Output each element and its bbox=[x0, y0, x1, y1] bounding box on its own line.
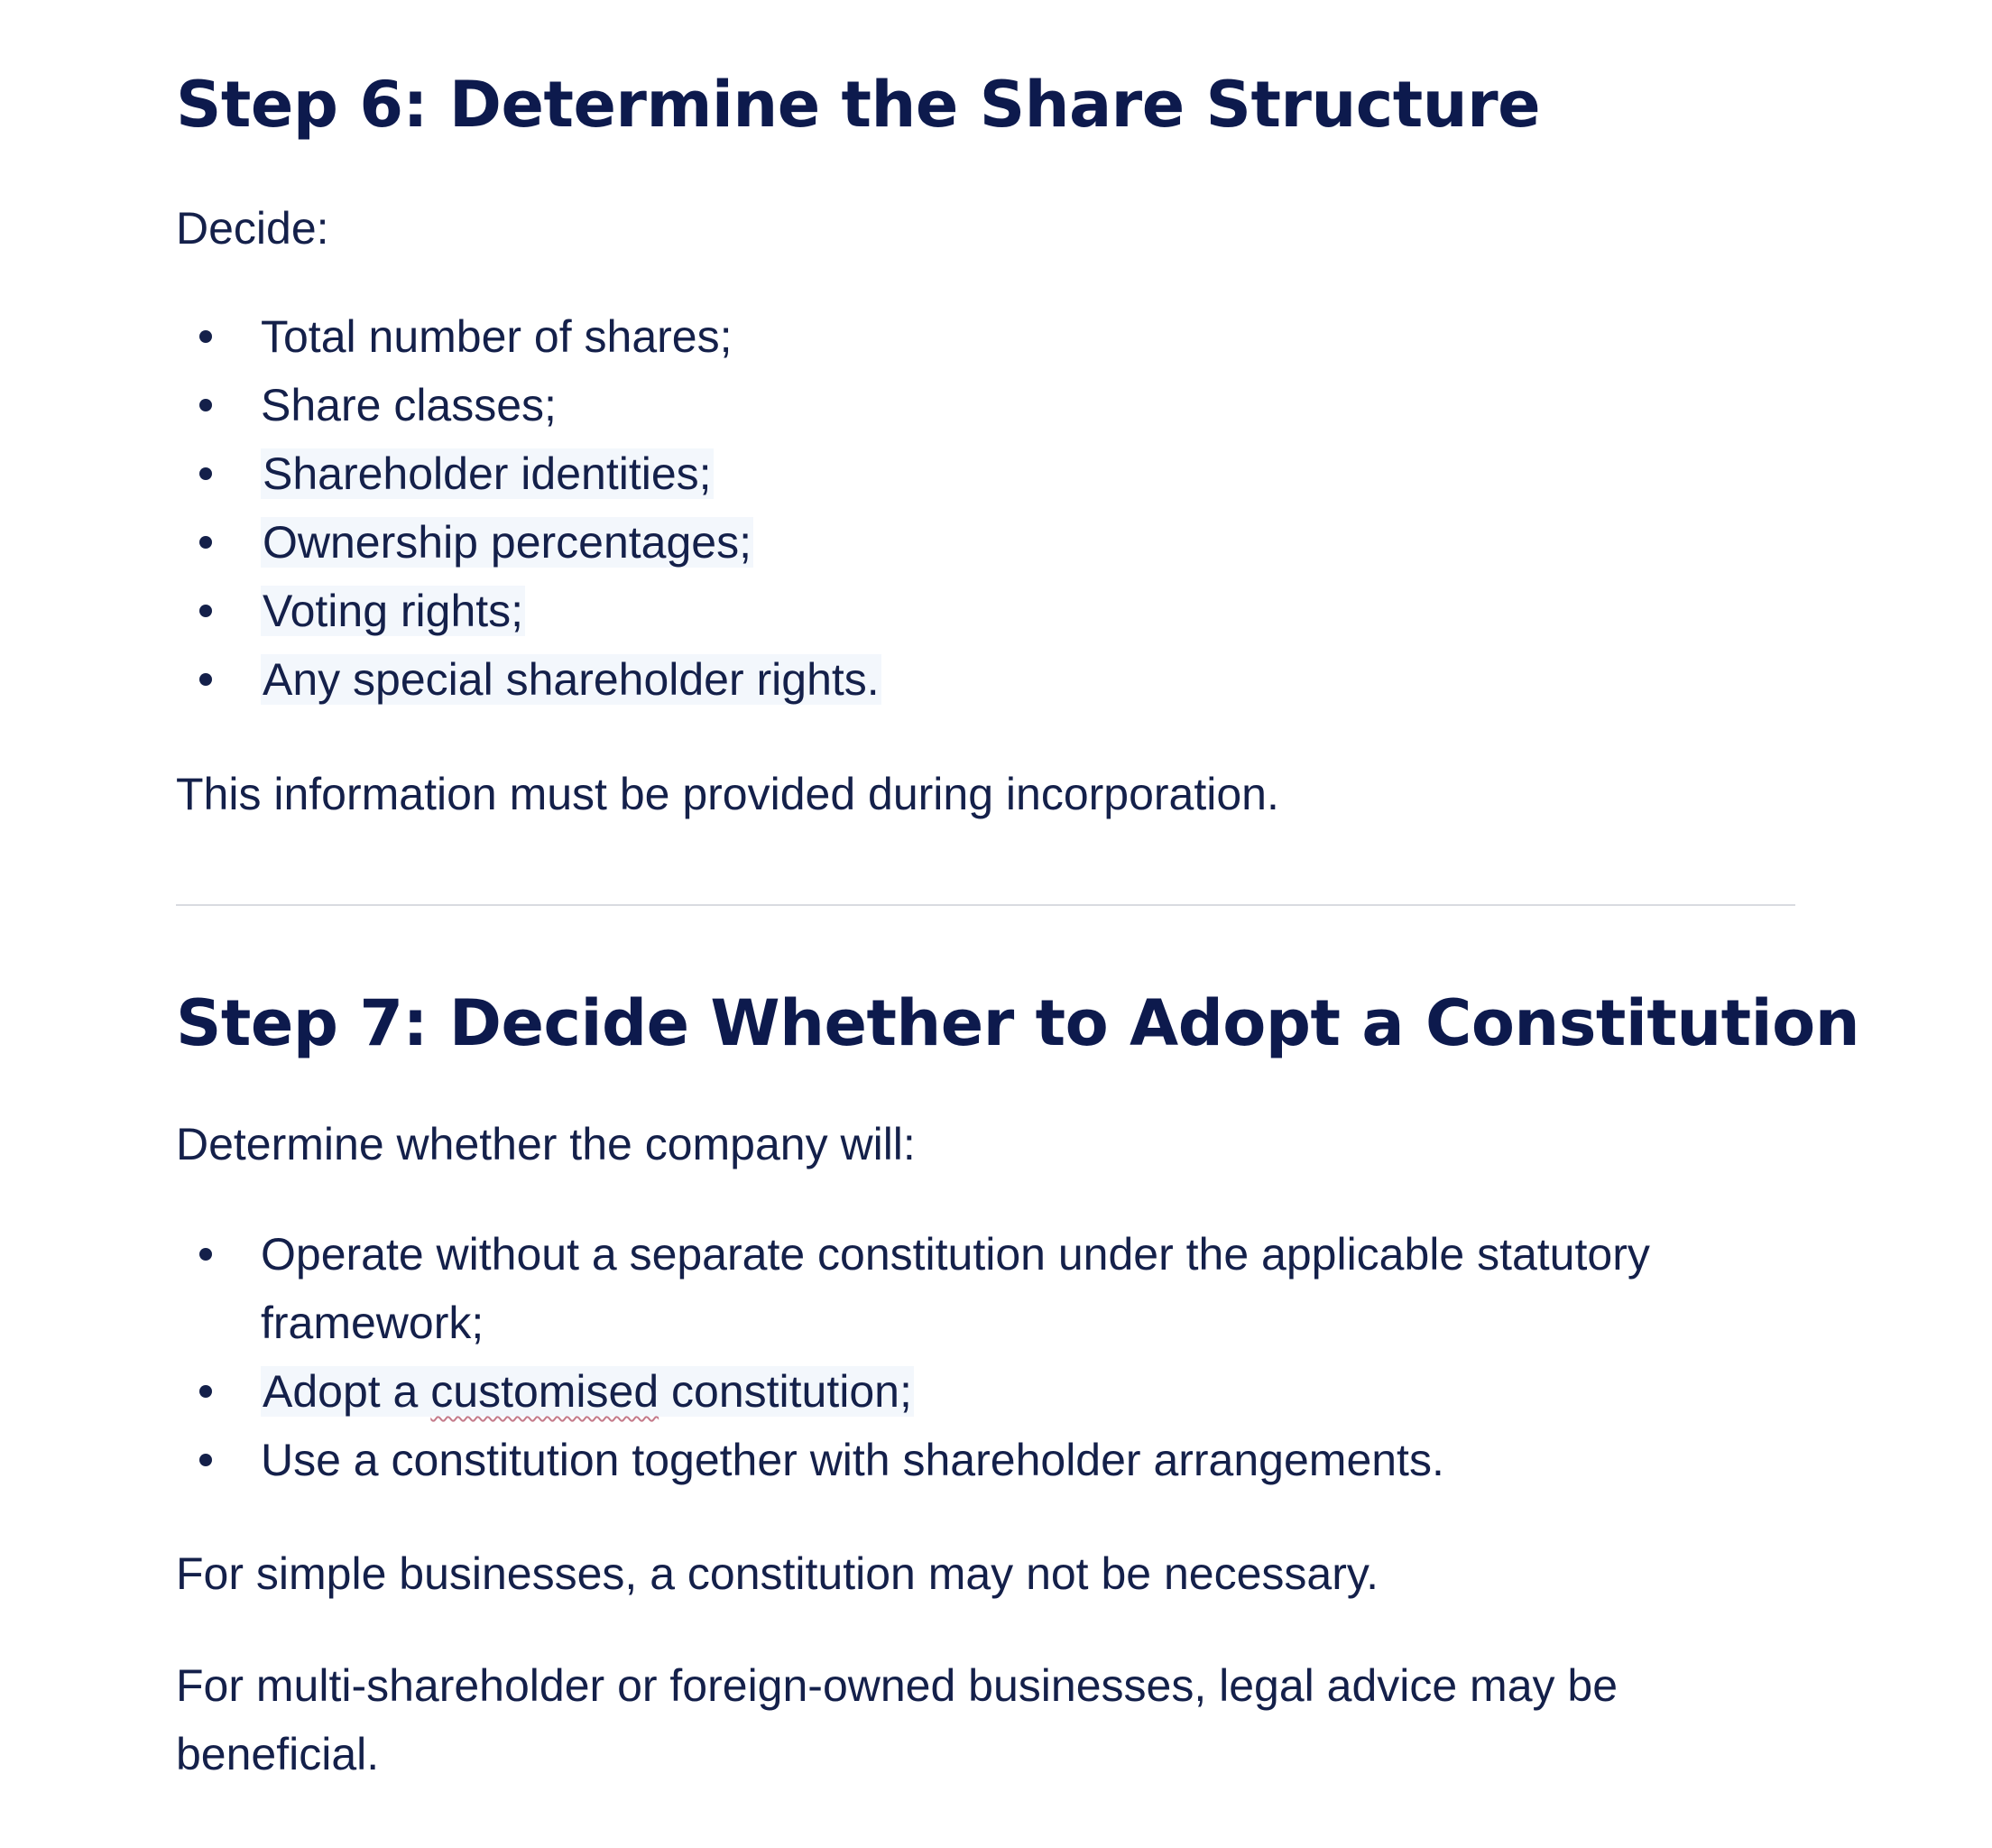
list-item-text: Use a constitution together with shareholder arrangements. bbox=[261, 1435, 1444, 1485]
step-6-list bbox=[176, 302, 881, 714]
list-item bbox=[176, 439, 881, 508]
list-item-text-line-2: framework; bbox=[261, 1298, 484, 1348]
bullet-icon bbox=[199, 1385, 212, 1398]
list-item bbox=[176, 577, 881, 645]
list-item-text-before: Adopt a bbox=[263, 1366, 431, 1417]
list-item bbox=[176, 1220, 1650, 1357]
bullet-icon bbox=[199, 1248, 212, 1261]
step-6-heading: Step 6: Determine the Share Structure bbox=[176, 68, 1541, 142]
list-item bbox=[176, 645, 881, 714]
list-item-text: Share classes; bbox=[261, 380, 557, 430]
list-item-text: Total number of shares; bbox=[261, 311, 733, 362]
list-item bbox=[176, 371, 881, 439]
list-item bbox=[176, 508, 881, 577]
list-item-text: Ownership percentages; bbox=[263, 517, 752, 568]
spellcheck-flagged-word[interactable]: customised bbox=[430, 1366, 659, 1417]
list-item bbox=[176, 1357, 1650, 1426]
step-7-note-simple: For simple businesses, a constitution may not be necessary. bbox=[176, 1548, 1379, 1599]
bullet-icon bbox=[199, 536, 212, 549]
list-item-text-after: constitution; bbox=[659, 1366, 912, 1417]
step-7-heading: Step 7: Decide Whether to Adopt a Constitution bbox=[176, 986, 1860, 1060]
list-item-text: Voting rights; bbox=[263, 586, 524, 636]
list-item-text: Shareholder identities; bbox=[263, 448, 712, 499]
step-7-note-multi: For multi-shareholder or foreign-owned businesses, legal advice may be beneficial. bbox=[176, 1660, 1618, 1779]
list-item bbox=[176, 1426, 1650, 1494]
list-item-text-line-1: Operate without a separate constitution under the applicable statutory bbox=[261, 1229, 1650, 1280]
step-7-list bbox=[176, 1220, 1650, 1494]
bullet-icon bbox=[199, 330, 212, 343]
list-item bbox=[176, 302, 881, 371]
bullet-icon bbox=[199, 673, 212, 686]
bullet-icon bbox=[199, 467, 212, 480]
bullet-icon bbox=[199, 1454, 212, 1466]
step-6-intro: Decide: bbox=[176, 203, 329, 254]
list-item-text bbox=[261, 1366, 914, 1417]
bullet-icon bbox=[199, 399, 212, 411]
list-item-text: Any special shareholder rights. bbox=[263, 654, 880, 705]
section-divider bbox=[176, 904, 1795, 906]
step-6-note: This information must be provided during incorporation. bbox=[176, 769, 1279, 819]
bullet-icon bbox=[199, 605, 212, 617]
step-7-intro: Determine whether the company will: bbox=[176, 1119, 916, 1169]
